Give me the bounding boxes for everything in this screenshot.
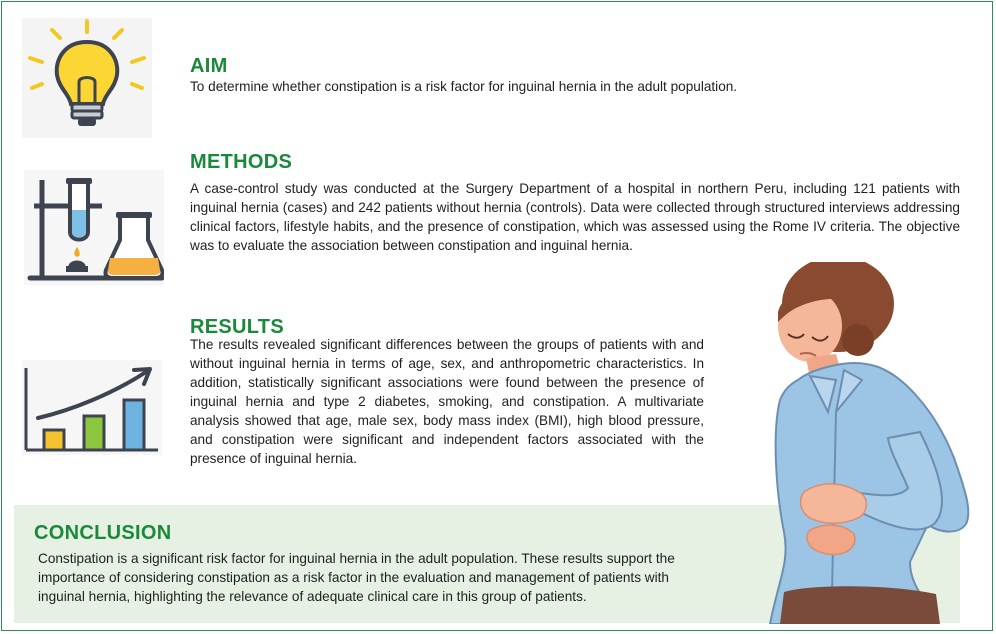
results-text: The results revealed significant differences between the groups of patients with and without inguinal hernia in terms of age, sex, and anthropometric characteristics. In addition, statistically significant associations were found between the presence of inguinal hernia and type 2 diabetes, smoking, and constipation. A multivariate analysis showed that age, male sex, body mass index (BMI), high blood pressure, and constipation were significant and independent factors associated with the presence of inguinal hernia.: [190, 337, 704, 466]
woman-abdominal-pain-illustration: [740, 262, 980, 629]
growth-bar-chart-icon: [22, 360, 162, 460]
methods-heading: METHODS: [190, 151, 293, 173]
conclusion-heading: CONCLUSION: [34, 522, 172, 544]
aim-heading: AIM: [190, 55, 228, 77]
lightbulb-icon: [22, 18, 152, 143]
results-heading: RESULTS: [190, 316, 284, 338]
aim-text: To determine whether constipation is a risk factor for inguinal hernia in the adult population.: [190, 79, 738, 94]
lab-flasks-icon: [24, 170, 164, 290]
methods-text: A case-control study was conducted at the Surgery Department of a hospital in northern Peru, including 121 patients with inguinal hernia (cases) and 242 patients without hernia (controls). Data were collected through structured interviews addressing clinical factors, lifestyle habits, and the presence of constipation, which was assessed using the Rome IV criteria. The objective was to evaluate the association between constipation and inguinal hernia.: [190, 181, 960, 253]
conclusion-text: Constipation is a significant risk factor for inguinal hernia in the adult population. These results support the importance of considering constipation as a risk factor in the evaluation and management of patients with inguinal hernia, highlighting the relevance of adequate clinical care in this group of patients.: [38, 551, 675, 604]
